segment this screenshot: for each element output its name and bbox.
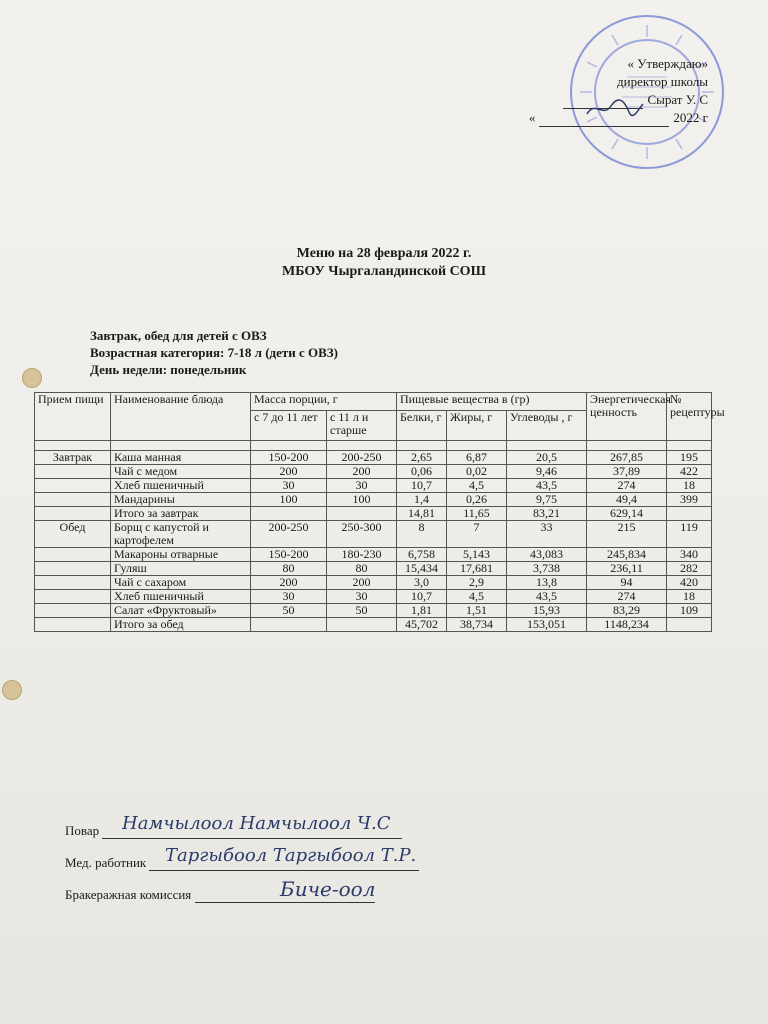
- energy-cell: 1148,234: [587, 618, 667, 632]
- header-dish-name: Наименование блюда: [111, 393, 251, 441]
- meal-cell: [35, 548, 111, 562]
- carbs-cell: 83,21: [507, 507, 587, 521]
- carbs-cell: 15,93: [507, 604, 587, 618]
- portion-11-plus-cell: [327, 618, 397, 632]
- menu-info: [90, 327, 338, 378]
- portion-7-11-cell: 100: [251, 493, 327, 507]
- fat-cell: 0,02: [447, 465, 507, 479]
- portion-11-plus-cell: 200: [327, 465, 397, 479]
- energy-cell: 629,14: [587, 507, 667, 521]
- menu-table-body: [35, 451, 712, 632]
- meal-cell: [35, 604, 111, 618]
- cook-handwritten-name: Намчылоол Намчылоол Ч.С: [122, 813, 391, 834]
- dish-name-cell: Гуляш: [111, 562, 251, 576]
- meal-info: Завтрак, обед для детей с ОВЗ: [90, 328, 267, 343]
- protein-cell: 1,81: [397, 604, 447, 618]
- punch-hole: [2, 680, 22, 700]
- school-name: МБОУ Чыргаландинской СОШ: [282, 264, 486, 279]
- approval-title: « Утверждаю»: [627, 56, 708, 71]
- dish-name-cell: Итого за завтрак: [111, 507, 251, 521]
- energy-cell: 274: [587, 590, 667, 604]
- portion-7-11-cell: 80: [251, 562, 327, 576]
- header-portion-11-plus: с 11 л и старше: [327, 411, 397, 441]
- fat-cell: 7: [447, 521, 507, 548]
- energy-cell: 94: [587, 576, 667, 590]
- header-meal: Прием пищи: [35, 393, 111, 441]
- table-row: [35, 604, 712, 618]
- recipe-cell: 195: [667, 451, 712, 465]
- portion-7-11-cell: 200: [251, 576, 327, 590]
- approval-quote: «: [528, 110, 536, 125]
- recipe-cell: 422: [667, 465, 712, 479]
- header-portion-7-11: с 7 до 11 лет: [251, 411, 327, 441]
- meal-cell: [35, 618, 111, 632]
- protein-cell: 6,758: [397, 548, 447, 562]
- fat-cell: 4,5: [447, 590, 507, 604]
- energy-cell: 49,4: [587, 493, 667, 507]
- protein-cell: 2,65: [397, 451, 447, 465]
- energy-cell: 236,11: [587, 562, 667, 576]
- energy-cell: 267,85: [587, 451, 667, 465]
- meal-cell: [35, 465, 111, 479]
- portion-11-plus-cell: 180-230: [327, 548, 397, 562]
- recipe-cell: 18: [667, 590, 712, 604]
- header-portion: Масса порции, г: [251, 393, 397, 411]
- fat-cell: 17,681: [447, 562, 507, 576]
- header-fat: Жиры, г: [447, 411, 507, 441]
- dish-name-cell: Хлеб пшеничный: [111, 479, 251, 493]
- energy-cell: 83,29: [587, 604, 667, 618]
- protein-cell: 10,7: [397, 479, 447, 493]
- punch-hole: [22, 368, 42, 388]
- total-row: [35, 507, 712, 521]
- recipe-cell: 282: [667, 562, 712, 576]
- fat-cell: 6,87: [447, 451, 507, 465]
- portion-11-plus-cell: 80: [327, 562, 397, 576]
- protein-cell: 8: [397, 521, 447, 548]
- meal-cell: [35, 493, 111, 507]
- fat-cell: 11,65: [447, 507, 507, 521]
- dish-name-cell: Итого за обед: [111, 618, 251, 632]
- fat-cell: 38,734: [447, 618, 507, 632]
- portion-7-11-cell: 30: [251, 590, 327, 604]
- meal-cell: Завтрак: [35, 451, 111, 465]
- carbs-cell: 9,75: [507, 493, 587, 507]
- energy-cell: 37,89: [587, 465, 667, 479]
- protein-cell: 3,0: [397, 576, 447, 590]
- cook-label: Повар: [65, 823, 100, 838]
- dish-name-cell: Мандарины: [111, 493, 251, 507]
- dish-name-cell: Хлеб пшеничный: [111, 590, 251, 604]
- portion-7-11-cell: 30: [251, 479, 327, 493]
- dish-name-cell: Салат «Фруктовый»: [111, 604, 251, 618]
- dish-name-cell: Чай с сахаром: [111, 576, 251, 590]
- menu-table: [34, 392, 725, 632]
- day-of-week: День недели: понедельник: [90, 362, 247, 377]
- age-category: Возрастная категория: 7-18 л (дети с ОВЗ): [90, 345, 338, 360]
- director-signature: [585, 98, 645, 120]
- meal-cell: [35, 576, 111, 590]
- carbs-cell: 43,5: [507, 590, 587, 604]
- carbs-cell: 9,46: [507, 465, 587, 479]
- carbs-cell: 33: [507, 521, 587, 548]
- fat-cell: 5,143: [447, 548, 507, 562]
- approval-year: 2022 г: [673, 110, 708, 125]
- carbs-cell: 3,738: [507, 562, 587, 576]
- total-row: [35, 618, 712, 632]
- energy-cell: 274: [587, 479, 667, 493]
- meal-cell: [35, 590, 111, 604]
- portion-7-11-cell: 150-200: [251, 451, 327, 465]
- protein-cell: 10,7: [397, 590, 447, 604]
- carbs-cell: 13,8: [507, 576, 587, 590]
- protein-cell: 14,81: [397, 507, 447, 521]
- header-protein: Белки, г: [397, 411, 447, 441]
- table-row: [35, 465, 712, 479]
- portion-11-plus-cell: 30: [327, 590, 397, 604]
- table-row: [35, 521, 712, 548]
- portion-11-plus-cell: 250-300: [327, 521, 397, 548]
- portion-7-11-cell: 200: [251, 465, 327, 479]
- menu-title: Меню на 28 февраля 2022 г.: [296, 246, 472, 261]
- header-nutrients: Пищевые вещества в (гр): [397, 393, 587, 411]
- recipe-cell: 119: [667, 521, 712, 548]
- portion-11-plus-cell: 100: [327, 493, 397, 507]
- table-row: [35, 493, 712, 507]
- fat-cell: 2,9: [447, 576, 507, 590]
- portion-11-plus-cell: 200: [327, 576, 397, 590]
- recipe-cell: 340: [667, 548, 712, 562]
- fat-cell: 1,51: [447, 604, 507, 618]
- energy-cell: 215: [587, 521, 667, 548]
- carbs-cell: 43,5: [507, 479, 587, 493]
- fat-cell: 4,5: [447, 479, 507, 493]
- recipe-cell: [667, 618, 712, 632]
- dish-name-cell: Чай с медом: [111, 465, 251, 479]
- portion-7-11-cell: 150-200: [251, 548, 327, 562]
- protein-cell: 15,434: [397, 562, 447, 576]
- protein-cell: 0,06: [397, 465, 447, 479]
- header-energy: Энергетическая ценность: [587, 393, 667, 441]
- recipe-cell: 109: [667, 604, 712, 618]
- protein-cell: 45,702: [397, 618, 447, 632]
- recipe-cell: 18: [667, 479, 712, 493]
- carbs-cell: 153,051: [507, 618, 587, 632]
- medic-label: Мед. работник: [65, 855, 147, 870]
- approval-position: директор школы: [617, 74, 708, 89]
- medic-handwritten-name: Таргыбоол Таргыбоол Т.Р.: [165, 845, 417, 866]
- table-row: [35, 451, 712, 465]
- dish-name-cell: Макароны отварные: [111, 548, 251, 562]
- portion-7-11-cell: 50: [251, 604, 327, 618]
- carbs-cell: 43,083: [507, 548, 587, 562]
- fat-cell: 0,26: [447, 493, 507, 507]
- commission-label: Бракеражная комиссия: [65, 887, 192, 902]
- carbs-cell: 20,5: [507, 451, 587, 465]
- dish-name-cell: Каша манная: [111, 451, 251, 465]
- commission-handwritten-name: Биче-оол: [280, 877, 376, 901]
- portion-7-11-cell: [251, 618, 327, 632]
- portion-7-11-cell: 200-250: [251, 521, 327, 548]
- portion-11-plus-cell: 50: [327, 604, 397, 618]
- recipe-cell: 420: [667, 576, 712, 590]
- energy-cell: 245,834: [587, 548, 667, 562]
- meal-cell: [35, 507, 111, 521]
- table-row: [35, 548, 712, 562]
- recipe-cell: [667, 507, 712, 521]
- table-row: [35, 479, 712, 493]
- meal-cell: Обед: [35, 521, 111, 548]
- dish-name-cell: Борщ с капустой и картофелем: [111, 521, 251, 548]
- table-row: [35, 590, 712, 604]
- meal-cell: [35, 562, 111, 576]
- portion-11-plus-cell: [327, 507, 397, 521]
- header-recipe: № рецептуры: [667, 393, 712, 441]
- portion-11-plus-cell: 200-250: [327, 451, 397, 465]
- table-row: [35, 562, 712, 576]
- header-carbs: Углеводы , г: [507, 411, 587, 441]
- meal-cell: [35, 479, 111, 493]
- portion-7-11-cell: [251, 507, 327, 521]
- approval-director-name: Сырат У. С: [647, 92, 708, 107]
- protein-cell: 1,4: [397, 493, 447, 507]
- portion-11-plus-cell: 30: [327, 479, 397, 493]
- recipe-cell: 399: [667, 493, 712, 507]
- table-row: [35, 576, 712, 590]
